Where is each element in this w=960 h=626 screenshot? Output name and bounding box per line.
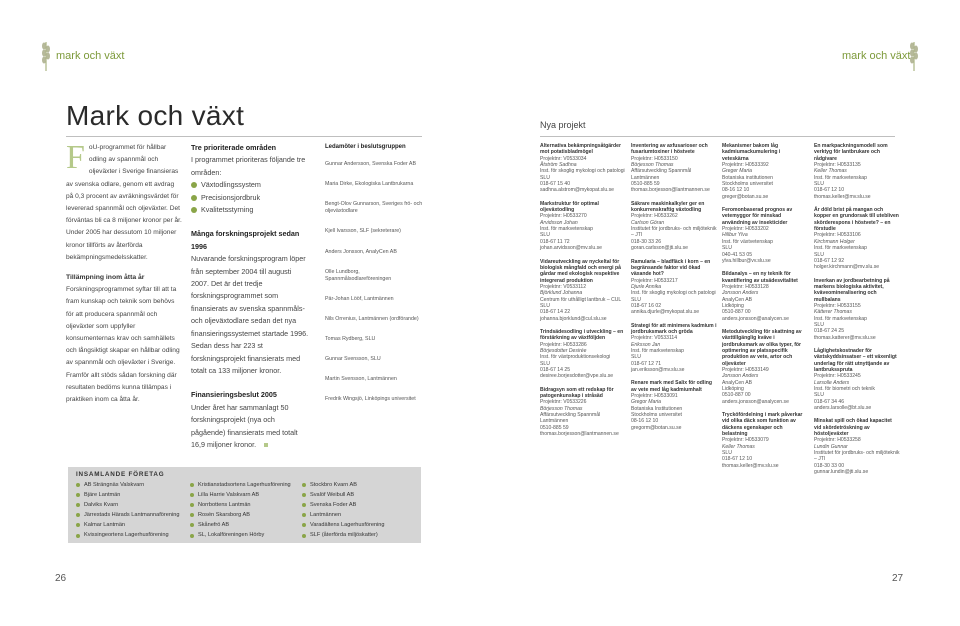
grant-researcher: Jonsson Anders (722, 290, 759, 297)
company-item (302, 530, 420, 540)
grant-project-number: Projektnr: H0533245 (814, 373, 861, 380)
grant-title: Alternativa bekämpningsåtgärder mot potatisbladmögel (540, 143, 621, 156)
bullet-icon (302, 534, 306, 538)
grant-detail: Inst. för skoglig mykologi och patologi (631, 290, 716, 297)
company-item (190, 480, 302, 490)
grant-detail: Centrum för uthålligt lantbruk – CUL (540, 296, 622, 303)
grant-project-number: Projektnr: H0533217 (631, 277, 678, 284)
grant-researcher: Åtström Sadhna (540, 162, 577, 169)
grant-column-3 (722, 143, 808, 476)
projects-text: Nuvarande forskningsprogram löper från september 2004 till augusti 2007. Det är det tredje forskningsprogrammet som finansierats av svenska spannmåls- och oljeväxtodlare sedan det nya finansieringssystemet startade 1996. Sedan dess har 223 st forskningsprojekt finansierats med totalt ca 133 miljoner kronor. (191, 254, 309, 375)
company-item (302, 480, 420, 490)
wheat-sprig-icon (907, 38, 921, 72)
grant-detail: 018-67 12 10 (814, 187, 845, 194)
grant-detail: thomas.keller@mv.slu.se (722, 462, 779, 469)
bullet-icon (302, 483, 306, 487)
grant-project-number: Projektnr: V0533114 (631, 335, 678, 342)
priorities-intro: I programmet prioriteras följande tre områden: (191, 155, 306, 177)
application-text: Forskningsprogrammet syftar till att ta fram kunskap och teknik som behövs för att producera spannmål och oljeväxter som uppfyller konsumenternas krav och samhällets och långsiktigt skapar en hållbar odling av spannmål och oljeväxter i Sverige. Framför allt stöds sådan forskning där resultaten bedöms kunna tillämpas i praktiken inom ca åtta år. (66, 286, 180, 404)
grant-detail: SLU (631, 296, 641, 303)
company-item (76, 500, 188, 510)
company-name: Kalmar Lantmän (84, 522, 126, 529)
grant-detail: anders.jonsson@analycen.se (722, 398, 789, 405)
grant-detail: SLU (814, 251, 824, 258)
bullet-icon (191, 207, 197, 213)
bullet-icon (76, 513, 80, 517)
bullet-icon (76, 523, 80, 527)
grant-detail: thomas.katterer@mv.slu.se (814, 334, 876, 341)
grant-project-number: Projektnr: H0533155 (814, 302, 861, 309)
board-member: Bengt-Olov Gunnarson, Sveriges frö- och oljeväxtodlare (325, 201, 423, 215)
grant-detail: 018-67 24 25 (814, 328, 845, 335)
grant-title: Vidareutveckling av nyckeltal för biologisk mångfald och energi på gårdar med ekologisk respektive integrerad produktion (540, 258, 621, 284)
company-name: Svalöf Weibull AB (310, 492, 355, 499)
grant-detail: Lantmännen (631, 174, 660, 181)
board-member: Martin Svensson, Lantmännen (325, 376, 397, 383)
company-name: Lilla Harrie Valskvarn AB (198, 492, 260, 499)
grant-detail: 018-67 14 22 (540, 309, 571, 316)
grant-detail: Inst. för växtproduktionsekologi (540, 354, 611, 361)
grant-detail: 018-67 12 92 (814, 257, 845, 264)
grant-detail: 08-16 12 10 (631, 418, 659, 425)
grant-detail: Inst. för markvetenskap (814, 245, 867, 252)
company-name: Kristianstadsortens Lagerhusförening (198, 482, 291, 488)
bullet-icon (190, 483, 194, 487)
grant-project-number: Projektnr: V0533226 (540, 399, 587, 406)
grant-detail: Botaniska institutionen (722, 174, 773, 181)
end-mark-icon (264, 443, 268, 447)
grant-entry (814, 143, 900, 200)
grant-title: Låglighetskostnader för växtskyddsinsatser – ett växenligt underlag för rätt utnyttjande av lantbruksspruta (814, 347, 897, 373)
company-name: Skånefrö AB (198, 522, 230, 529)
grant-researcher: Kätterer Thomas (814, 309, 852, 316)
grant-column-4 (814, 143, 900, 483)
grant-detail: thomas.keller@mv.slu.se (814, 193, 871, 200)
grant-title: Inventering av axfusarioser och fusariumtoxiner i höstvete (631, 143, 708, 156)
grant-detail: 018-67 12 10 (722, 456, 753, 463)
grant-detail: Inst. för växtvetenskap (722, 238, 773, 245)
grant-title: Trindsädesodling i utveckling – en förstärkning av växtföljden (540, 328, 624, 342)
company-name: Varadältens Lagerhusförening (310, 522, 385, 529)
board-member: Olle Lundborg, Spannmålsodlareföreningen (325, 268, 392, 282)
running-title-right: mark och växt (842, 50, 911, 62)
grant-title: Renare mark med Salix för odling av vete med låg kadmiumhalt (631, 380, 712, 393)
bullet-icon (76, 534, 80, 538)
company-name: Stockbro Kvarn AB (310, 482, 357, 488)
grant-researcher: Keller Thomas (814, 168, 847, 175)
intro-column (66, 139, 182, 406)
grant-detail: AnalyCen AB (722, 379, 753, 386)
grant-entry (631, 201, 717, 252)
company-name: SL, Lokalföreningen Hörby (198, 532, 265, 539)
board-column (325, 143, 423, 404)
intro-text: oU-programmet för hållbar odling av spannmål och oljeväxter i Sverige finansieras av svenska odlare, genom ett avdrag på 0,3 procent av avräkningsvärdet för levererad spannmål och oljeväxter. Det förväntas bli ca 8 miljoner kronor per år. Under 2005 har dessutom 10 miljoner kronor tillförts av återförda bekämpningsmedelsskatter. (66, 144, 182, 261)
grant-project-number: Projektnr: H0533392 (722, 162, 769, 169)
grant-detail: Institutet för jordbruks- och miljöteknik – JTI (814, 450, 900, 463)
grant-researcher: Arvidsson Johan (540, 219, 578, 226)
factbox-title: INSAMLANDE FÖRETAG (76, 471, 165, 478)
grant-project-number: Projektnr: H0533079 (722, 437, 769, 444)
title-rule-left (66, 136, 422, 137)
drop-cap: F (66, 139, 85, 176)
company-item (302, 510, 420, 520)
bullet-icon (76, 483, 80, 487)
bullet-icon (190, 493, 194, 497)
bullet-icon (76, 503, 80, 507)
board-member: Pär-Johan Lööf, Lantmännen (325, 295, 394, 302)
grant-title: Bidragsyn som ett redskap för patogenkunskap i stråsäd (540, 386, 614, 400)
board-member: Gunnar Andersson, Svenska Foder AB (325, 161, 416, 167)
bullet-icon (302, 513, 306, 517)
grant-detail: johan.arvidsson@mv.slu.se (540, 245, 602, 252)
grant-researcher: Gregor Maria (631, 399, 662, 406)
grant-detail: 018-30 33 00 (814, 462, 845, 469)
factbox-list-b (190, 480, 302, 541)
grant-detail: johanna.bjorklund@cul.slu.se (540, 315, 607, 322)
grant-detail: 018-30 33 26 (631, 238, 662, 245)
grant-researcher: Börjesson Thomas (540, 405, 583, 412)
grant-detail: gunnar.lundin@jti.slu.se (814, 469, 869, 476)
grant-column-1 (540, 143, 626, 444)
grant-researcher: Björklund Johanna (540, 290, 583, 297)
grant-entry (722, 207, 808, 264)
grant-title: Mekanismer bakom låg kadmiumackumulering i veteskärna (722, 143, 781, 162)
grant-detail: Affärsutveckling Spannmål (631, 168, 692, 175)
grant-researcher: Keller Thomas (722, 443, 755, 450)
grant-detail: Botaniska Institutionen (631, 405, 683, 412)
grant-detail: anders.jonsson@analycen.se (722, 315, 789, 322)
grant-detail: SLU (722, 450, 732, 457)
grant-detail: Inst. för markvetenskap (631, 347, 684, 354)
company-name: Svenska Foder AB (310, 502, 357, 509)
company-name: SLF (återförda miljöskatter) (310, 532, 378, 539)
bullet-icon (302, 493, 306, 497)
grant-project-number: Projektnr: V0533112 (540, 283, 587, 290)
board-member: Gunnar Svensson, SLU (325, 356, 381, 363)
grant-detail: SLU (540, 232, 550, 239)
grant-entry (631, 259, 717, 316)
company-name: Järrestads Härads Lantmannaförening (84, 512, 180, 519)
grant-detail: ylva.hillbur@vv.slu.se (722, 257, 771, 264)
grant-researcher: Djurle Annika (631, 283, 662, 290)
grant-project-number: Projektnr: H0533128 (722, 283, 769, 290)
grant-title: Trycköfördelning i mark påverkar vid olika däck som funktion av däckens egenskaper och belastning (722, 412, 803, 438)
grant-detail: thomas.borjesson@lantmannen.se (631, 187, 710, 194)
grant-title: Feromonbaserad prognos av vetemyggor för minskad användning av insekticider (722, 207, 793, 226)
grant-detail: 0510-887 00 (722, 309, 751, 316)
company-item (76, 480, 188, 490)
grant-detail: SLU (814, 181, 824, 188)
grant-detail: 0510-885 59 (631, 181, 660, 188)
grant-detail: 08-16 12 10 (722, 187, 750, 194)
grant-detail: SLU (540, 174, 550, 181)
grant-detail: Lidköping (722, 302, 744, 309)
grant-researcher: Börjesdotter Desirée (540, 347, 587, 354)
board-member: Maria Dirke, Ekologiska Lantbrukarna (325, 181, 414, 188)
grant-detail: anders.larsolle@bt.slu.se (814, 405, 872, 412)
section-title: Nya projekt (540, 120, 586, 130)
grant-detail: SLU (814, 392, 824, 399)
grant-title: Markstruktur för optimal oljeväxtodling (540, 200, 599, 214)
bullet-icon (190, 503, 194, 507)
grant-detail: 0510-885 59 (540, 424, 569, 431)
grant-detail: 040-41 53 05 (722, 251, 753, 258)
priority-column (191, 142, 309, 451)
grant-researcher: Kirchmann Holger (814, 238, 855, 245)
grant-detail: SLU (540, 360, 550, 367)
grant-project-number: Projektnr: H0533202 (722, 226, 769, 233)
page-title: Mark och växt (66, 100, 245, 131)
grant-project-number: Projektnr: H0533135 (814, 162, 861, 169)
grant-researcher: Hillbur Ylva (722, 232, 748, 239)
grant-detail: holger.kirchmann@mv.slu.se (814, 264, 880, 271)
grant-title: Minskat spill och ökad kapacitet vid skördetröskning av höstoljeväxter (814, 418, 892, 438)
grant-entry (722, 329, 808, 405)
grant-detail: thomas.borjesson@lantmannen.se (540, 431, 619, 438)
grant-detail: Stockholms universitet (722, 181, 773, 188)
grant-title: Strategi för att minimera kadmium i jordbruksmark och gröda (631, 322, 717, 335)
grant-entry (540, 201, 626, 252)
grant-project-number: Projektnr: H0533258 (814, 437, 861, 444)
grant-detail: SLU (814, 321, 824, 328)
priority-item: Kvalitetsstyrning (191, 204, 309, 216)
financing-text: Under året har sammanlagt 50 forskningsprojekt (nya och pågående) finansierats med totalt 16,9 miljoner kronor. (191, 402, 298, 449)
grant-project-number: Projektnr: H0533286 (540, 341, 587, 348)
grant-project-number: Projektnr: H0533150 (631, 155, 678, 162)
grant-project-number: Projektnr: H0533106 (814, 232, 861, 239)
grant-project-number: Projektnr: H0533149 (722, 367, 769, 373)
grant-entry (631, 380, 717, 431)
company-item (302, 500, 420, 510)
grant-detail: jan.eriksson@mv.slu.se (631, 367, 685, 373)
grant-project-number: Projektnr: H0533262 (631, 213, 678, 220)
grant-detail: Inst. för biometri och teknik (814, 386, 875, 393)
company-name: AB Strängnäs Valskvarn (84, 482, 145, 488)
grant-detail: SLU (540, 302, 550, 309)
grant-researcher: Greger Maria (722, 168, 753, 175)
bullet-icon (191, 195, 197, 201)
grant-title: Säkrare maskinkalkyler ger en konkurrenskraftig växtodling (631, 200, 705, 214)
grant-detail: greger@botan.su.se (722, 193, 769, 200)
grant-title: Metodutveckling för skattning av växttillgänglig kväve i jordbruksmark av olika typer, för optimering av platsspecifik produktion av vete, artor och oljeväxter (722, 328, 802, 367)
company-name: Kvissingeortens Lagerhusförening (84, 532, 169, 539)
heading-application: Tillämpning inom åtta år (66, 274, 145, 282)
grant-entry (722, 271, 808, 322)
company-name: Lantmännen (310, 512, 342, 519)
company-item (190, 500, 302, 510)
grant-detail: 018-67 15 40 (540, 181, 571, 188)
company-item (302, 490, 420, 500)
page-number-right: 27 (892, 573, 904, 584)
factbox-list-a (76, 480, 188, 541)
grant-entry (814, 207, 900, 270)
grant-detail: 018-67 12 71 (631, 360, 662, 367)
grant-detail: Inst. för markvetenskap (814, 174, 867, 181)
grant-detail: gregorm@botan.su.se (631, 424, 682, 431)
grant-title: Är döld brist på mangan och kopper en grundorsak till utebliven skörderespons i höstvete? – en förstudie (814, 207, 899, 233)
page-number-left: 26 (55, 573, 67, 584)
heading-priorities: Tre prioriterade områden (191, 143, 277, 152)
running-title-left: mark och växt (56, 50, 125, 62)
grant-detail: 018-67 14 25 (540, 367, 571, 373)
company-item (190, 510, 302, 520)
grant-detail: 018-67 34 46 (814, 398, 845, 405)
heading-financing: Finansieringsbeslut 2005 (191, 390, 277, 400)
company-item (76, 490, 188, 500)
grant-entry (540, 329, 626, 380)
grant-entry (631, 323, 717, 374)
grant-detail: 018-67 11 72 (540, 238, 570, 245)
grant-researcher: Börjesson Thomas (631, 162, 674, 169)
grant-entry (540, 143, 626, 194)
grant-detail: Inst. för markvetenskap (814, 315, 867, 322)
grant-detail: Lantmännen (540, 418, 569, 425)
grant-detail: Inst. för markvetenskap (540, 226, 593, 233)
grant-detail: Affärsutveckling Spannmål (540, 412, 601, 419)
factbox-list-c (302, 480, 420, 541)
grant-entry (540, 259, 626, 322)
grant-detail: annika.djurle@mykopat.slu.se (631, 309, 700, 316)
grant-detail: Lidköping (722, 386, 744, 393)
company-item (76, 530, 188, 540)
grant-entry (722, 412, 808, 469)
bullet-icon (190, 523, 194, 527)
grant-detail: Stockholms universitet (631, 412, 682, 419)
bullet-icon (190, 513, 194, 517)
company-name: Norrbottens Lantmän (198, 502, 251, 509)
grant-detail: SLU (631, 354, 641, 361)
grant-detail: Institutet för jordbruks- och miljöteknik – JTI (631, 226, 717, 239)
grant-researcher: Larsolle Anders (814, 379, 850, 386)
grant-detail: 0510-887 00 (722, 392, 751, 399)
company-item (190, 520, 302, 530)
company-name: Bjäre Lantmän (84, 492, 121, 499)
grant-title: Inverkan av jordbearbetning på markens biologiska aktivitet, kväveomineralisering och mullbalans (814, 277, 890, 303)
company-item (190, 490, 302, 500)
grant-title: Ramularia – bladfläck i korn – en begränsande faktor vid ökad växande hot? (631, 258, 711, 278)
heading-board: Ledamöter i beslutsgruppen (325, 144, 406, 150)
board-member: Kjell Ivarsson, SLF (sekreterare) (325, 228, 401, 235)
company-item (76, 520, 188, 530)
priority-item: Växtodlingssystem (191, 179, 309, 191)
grant-detail: 018-67 16 02 (631, 302, 662, 309)
grant-entry (814, 348, 900, 411)
heading-projects: Många forskningsprojekt sedan 1996 (191, 229, 300, 251)
grant-researcher: Carlson Göran (631, 219, 665, 226)
board-member: Fredrik Wingsjö, Linköpings universitet (325, 396, 416, 403)
bullet-icon (190, 534, 194, 538)
grant-entry (814, 418, 900, 475)
bullet-icon (191, 182, 197, 188)
title-rule-right (540, 136, 895, 137)
grant-detail: sadhna.alstrom@mykopat.slu.se (540, 187, 614, 194)
grant-researcher: Lundin Gunnar (814, 443, 848, 450)
priority-item: Precisionsjordbruk (191, 192, 309, 204)
grant-entry (540, 387, 626, 438)
bullet-icon (302, 503, 306, 507)
bullet-icon (302, 523, 306, 527)
grant-project-number: Projektnr: H0533091 (631, 393, 678, 400)
grant-detail: AnalyCen AB (722, 296, 753, 303)
grant-title: Bildanalys – en ny teknik för kvantifiering av utsädesvitalitet (722, 271, 798, 284)
grant-researcher: Eriksson Jan (631, 341, 661, 348)
board-member: Nils Orrenius, Lantmännen (ordförande) (325, 316, 419, 323)
bullet-icon (76, 493, 80, 497)
board-member: Tomas Rydberg, SLU (325, 336, 376, 343)
grant-column-2 (631, 143, 717, 438)
grant-detail: Inst. för skoglig mykologi och patologi (540, 168, 625, 175)
grant-detail: SLU (722, 245, 732, 252)
wheat-sprig-icon (39, 38, 53, 72)
company-name: Rosén Skarsborg AB (198, 512, 250, 519)
grant-entry (631, 143, 717, 194)
grant-project-number: Projektnr: H0533270 (540, 213, 587, 220)
grant-researcher: Jonsson Anders (722, 373, 759, 380)
grant-project-number: Projektnr: V0533034 (540, 155, 587, 162)
board-member: Anders Jonsson, AnalyCen AB (325, 248, 397, 255)
company-name: Dalviks Kvarn (84, 502, 119, 509)
grant-entry (722, 143, 808, 200)
grant-detail: desiree.borjesdotter@vpe.slu.se (540, 373, 614, 380)
grant-detail: goran.carlsson@jti.slu.se (631, 245, 688, 252)
company-item (190, 530, 302, 540)
grant-title: En markpackningsmodell som verktyg för lantbrukare och rådgivare (814, 143, 888, 162)
company-item (302, 520, 420, 530)
company-item (76, 510, 188, 520)
grant-entry (814, 278, 900, 341)
